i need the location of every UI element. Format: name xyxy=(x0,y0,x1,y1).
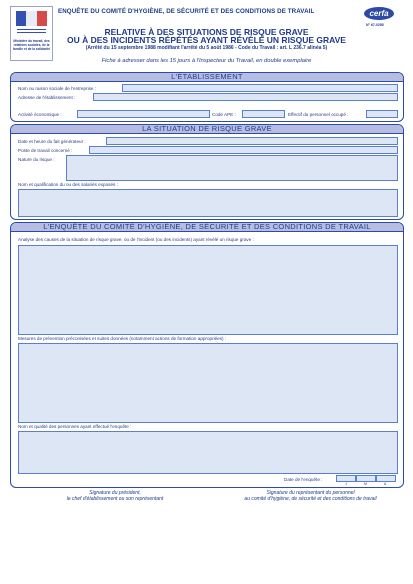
date-enquete-label: Date de l'enquête : xyxy=(284,477,323,482)
signature-representant xyxy=(213,490,408,502)
activite-field[interactable] xyxy=(77,110,210,118)
section-heading: LA SITUATION DE RISQUE GRAVE xyxy=(11,125,403,134)
mesures-label: Mesures de prévention préconisées et suites données (notamment actions de formation appropriées) : xyxy=(18,336,227,341)
nom-entreprise-field[interactable] xyxy=(122,84,398,92)
poste-field[interactable] xyxy=(89,146,398,154)
section-enquete xyxy=(10,222,404,488)
submission-note: Fiche à adresser dans les 15 jours à l'Inspecteur du Travail, en double exemplaire xyxy=(101,58,312,64)
salaries-label: Nom et qualification du ou des salariés exposés : xyxy=(18,182,118,187)
nature-label: Nature du risque : xyxy=(18,157,55,162)
analyse-field[interactable] xyxy=(18,245,398,335)
date-year-field[interactable] xyxy=(376,475,396,482)
signature-representant-line1: Signature du représentant du personnel xyxy=(266,490,355,496)
day-unit-label: J xyxy=(345,482,347,486)
form-top-title: ENQUÊTE DU COMITÉ D'HYGIÈNE, DE SÉCURITÉ ET DES CONDITIONS DE TRAVAIL xyxy=(58,8,315,15)
section-heading: L'ÉTABLISSEMENT xyxy=(11,73,403,82)
legal-reference: (Arrêté du 15 septembre 1988 modifiant l'arrêté du 5 août 1986 - Code du Travail : art. L 236.7 alinéa 5) xyxy=(85,45,328,51)
adresse-field[interactable] xyxy=(93,93,398,101)
cerfa-number: N° 67-0285 xyxy=(366,23,384,27)
date-day-field[interactable] xyxy=(336,475,356,482)
personnes-field[interactable] xyxy=(18,431,398,474)
effectif-field[interactable] xyxy=(366,110,398,118)
effectif-label: Effectif du personnel occupé : xyxy=(288,112,349,117)
cerfa-logo: cerfa xyxy=(364,7,394,20)
mesures-field[interactable] xyxy=(18,343,398,423)
date-fait-field[interactable] xyxy=(106,137,398,145)
signature-president-line1: Signature du président, xyxy=(89,490,141,496)
year-unit-label: A xyxy=(384,482,387,486)
nom-label: Nom ou raison sociale de l'entreprise : xyxy=(18,86,96,91)
section-etablissement xyxy=(10,72,404,122)
signature-president xyxy=(20,490,210,502)
adresse-label: Adresse de l'établissement : xyxy=(18,95,76,100)
signature-president-line2: le chef d'établissement ou son représentant xyxy=(66,496,164,502)
analyse-label: Analyse des causes de la situation de risque grave, ou de l'incident (ou des incidents) ayant révélé un risque grave : xyxy=(18,237,254,242)
form-title-line1: RELATIVE À DES SITUATIONS DE RISQUE GRAVE xyxy=(104,27,309,37)
signature-representant-line2: au comité d'hygiène, de sécurité et des conditions de travail xyxy=(244,496,377,502)
nature-risque-field[interactable] xyxy=(66,155,398,181)
logo-text: Ministère du travail, des relations sociales, de la famille et de la solidarité xyxy=(12,39,51,51)
section-situation xyxy=(10,124,404,220)
poste-label: Poste de travail concerné : xyxy=(18,148,73,153)
code-ape-field[interactable] xyxy=(242,110,285,118)
month-unit-label: M xyxy=(364,482,367,486)
date-month-field[interactable] xyxy=(356,475,376,482)
date-fait-label: Date et heure du fait générateur : xyxy=(18,139,86,144)
code-ape-label: Code APE : xyxy=(212,112,236,117)
section-heading: L'ENQUÊTE DU COMITÉ D'HYGIÈNE, DE SÉCURITÉ ET DES CONDITIONS DE TRAVAIL xyxy=(11,223,403,232)
personnes-label: Nom et qualité des personnes ayant effectué l'enquête : xyxy=(18,424,132,429)
activite-label: Activité économique : xyxy=(18,112,62,117)
salaries-exposes-field[interactable] xyxy=(18,189,398,217)
form-title-line2: OU À DES INCIDENTS RÉPÉTÉS AYANT RÉVÉLÉ UN RISQUE GRAVE xyxy=(67,35,346,45)
french-flag-icon xyxy=(16,11,47,26)
